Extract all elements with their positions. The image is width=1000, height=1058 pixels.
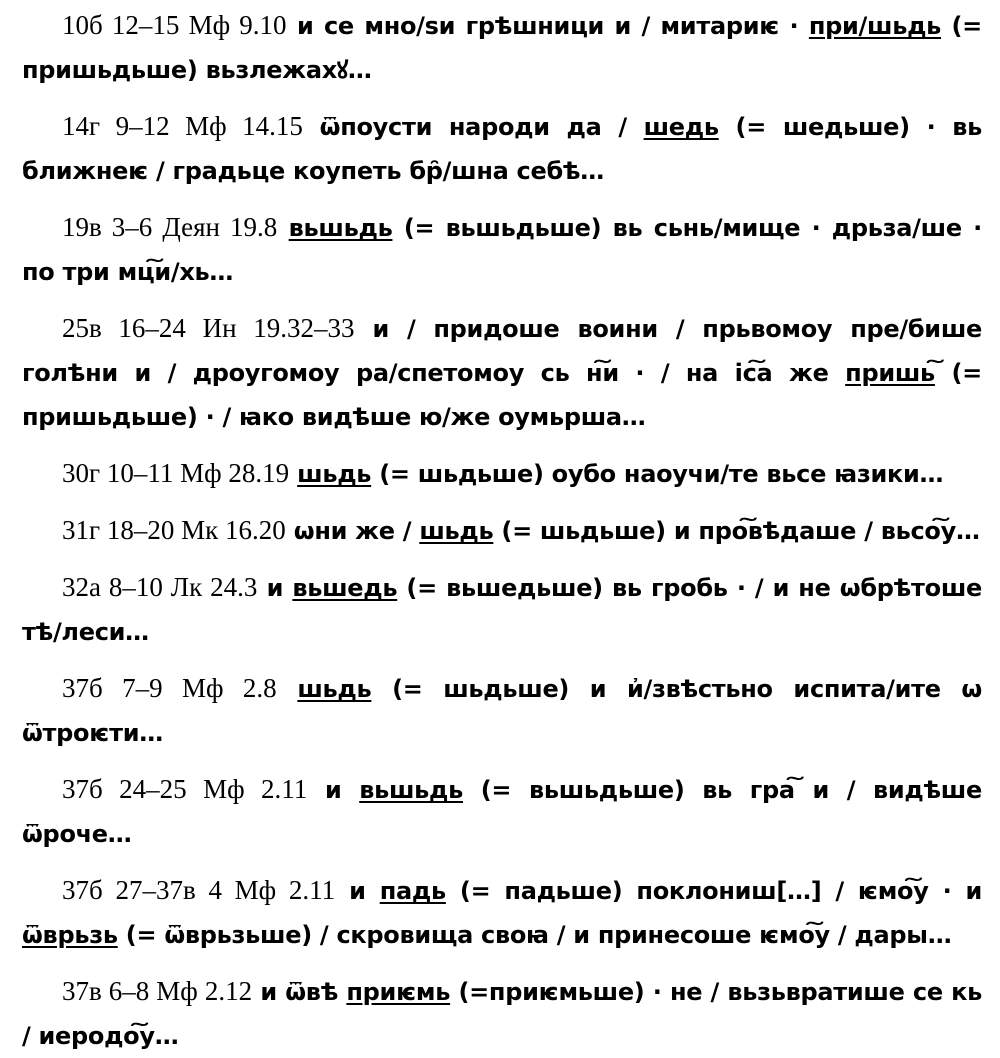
entry: [22, 869, 982, 957]
entry-reference: 30г 10–11 Мф 28.19: [62, 458, 290, 488]
entry-text: (= вьшьдьше) вь сьнь/мище · дрьза/ше · по три мц͠и/хь…: [22, 214, 982, 286]
entry-text: (= вьшьдьше) вь гра͠ и / видѣше ѿроче…: [22, 776, 982, 848]
entry: [22, 452, 982, 496]
entry-text: (= вьшедьше) вь гробь · / и не ѡбрѣтоше тѣ/леси…: [22, 574, 982, 646]
entry-text: (= шьдьше) оубо наоучи/те вьсе ꙗзики…: [371, 460, 944, 488]
entry-text: (= падьше) поклониш[…] / ѥмо͠у · и: [445, 877, 982, 905]
entry-reference: 19в 3–6 Деян 19.8: [62, 212, 278, 242]
underlined-form: шьдь: [419, 517, 494, 545]
entry-text: (= шедьше) · вь ближнеѥ / градьце коупеть бр̑/шна себѣ…: [22, 113, 982, 185]
entry-text: и ѿвѣ: [252, 978, 347, 1006]
entry-text: [289, 460, 297, 488]
underlined-form: вьшьдь: [288, 214, 393, 242]
entry-reference: 25в 16–24 Ин 19.32–33: [62, 313, 355, 343]
underlined-form: ѿврьзь: [22, 921, 118, 949]
entry-text: и: [335, 877, 380, 905]
entry: [22, 566, 982, 654]
underlined-form: шедь: [643, 113, 719, 141]
entry-reference: 37в 6–8 Мф 2.12: [62, 976, 253, 1006]
entry-text: (= пришьдьше) вьзлежахꙋ…: [22, 12, 982, 84]
entry: [22, 768, 982, 856]
entry: [22, 667, 982, 755]
entry-reference: 10б 12–15 Мф 9.10: [62, 10, 287, 40]
underlined-form: падь: [379, 877, 446, 905]
entry-text: (= шьдьше) и про͠вѣдаше / вьсо͠у…: [493, 517, 980, 545]
entry-text: и се мно/ѕи грѣшници и / митариѥ ·: [286, 12, 809, 40]
entry-text: и: [307, 776, 360, 804]
entry-reference: 14г 9–12 Мф 14.15: [62, 111, 303, 141]
underlined-form: вьшьдь: [359, 776, 464, 804]
entry: [22, 206, 982, 294]
entry-reference: 37б 27–37в 4 Мф 2.11: [62, 875, 336, 905]
entry-text: (=приѥмьше) · не / вьзьвратише се кь / иеродо͠у…: [22, 978, 982, 1050]
entry: [22, 509, 982, 553]
entry: [22, 970, 982, 1058]
entry-reference: 37б 7–9 Мф 2.8: [62, 673, 277, 703]
underlined-form: при/шьдь: [808, 12, 942, 40]
entry-reference: 37б 24–25 Мф 2.11: [62, 774, 308, 804]
underlined-form: шьдь: [297, 675, 372, 703]
entry-text: и: [257, 574, 293, 602]
entry: [22, 4, 982, 92]
entry-text: и / придоше воини / прьвомоу пре/бише голѣни и / дроугомоу ра/спетомоу сь н͠и · / на іс͠а же: [22, 315, 982, 387]
entry-text: [277, 675, 298, 703]
underlined-form: пришь͠: [845, 359, 935, 387]
underlined-form: вьшедь: [292, 574, 398, 602]
entry-text: ѿпоусти народи да /: [302, 113, 644, 141]
underlined-form: шьдь: [297, 460, 372, 488]
entry-reference: 31г 18–20 Мк 16.20: [62, 515, 286, 545]
entry-text: (= пришьдьше) · / ꙗко видѣше ю/же оумьрша…: [22, 359, 982, 431]
underlined-form: приѥмь: [346, 978, 451, 1006]
entry: [22, 105, 982, 193]
entry: [22, 307, 982, 439]
entry-reference: 32а 8–10 Лк 24.3: [62, 572, 258, 602]
entry-text: [277, 214, 288, 242]
entry-text: (= ѿврьзьше) / скровища своꙗ / и принесоше ѥмо͠у / дары…: [117, 921, 952, 949]
entry-text: (= шьдьше) и и҆/звѣстьно испита/ите ѡ ѿтроѥти…: [22, 675, 982, 747]
entry-text: ѡни же /: [285, 517, 420, 545]
